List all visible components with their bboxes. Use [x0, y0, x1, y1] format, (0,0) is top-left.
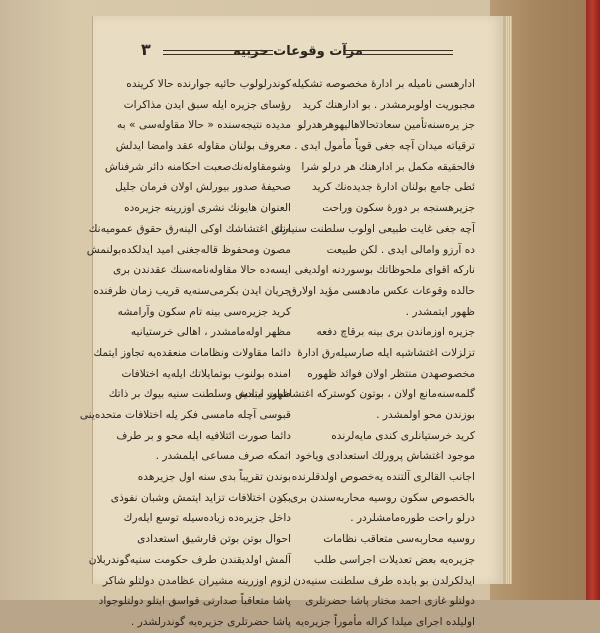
text-line: درلو راحت طوره‌مامشلردر .: [350, 512, 475, 525]
text-line: اجانب القالرى آلتنده يەخصوص اولدقلرنده: [291, 471, 475, 484]
text-line: امنده بولنوب بوتمايلاتك ايله‌يه اختلافات: [121, 367, 291, 380]
text-line: داخل جزيره‌ده زياده‌سيله توسع ايلەرك: [123, 512, 291, 525]
text-line: ظهور ايتمشدر .: [405, 305, 475, 318]
text-line: جزیرەیه بعض تعدیلات اجراسی طلب: [313, 553, 475, 566]
text-line: ارتق اغتشاشك اوكى الينه‌رق حقوق عموميه‌نك: [88, 222, 291, 235]
text-line: بالخصوص سكون روسيه محاربه‌سندن بری بر: [277, 491, 475, 504]
right-text-column: [238, 74, 475, 628]
text-line: دائما مقاولات ونظامات منعقده‌يه تجاوز ايتمك: [93, 346, 291, 359]
text-line: صحيفۀ صدور بيورلش اولان فرمان جليل: [115, 181, 291, 194]
text-line: بوزندن محو اولمشدر .: [376, 409, 475, 421]
book-page: [79, 16, 503, 628]
running-header: [133, 40, 463, 62]
text-line: پاشا متعاقباً صدارتى قواسق ايتلو دولتلوجواد: [98, 595, 291, 608]
text-line: مجبوریت اولوبرمشدر . بو ادارهنك كريد: [302, 98, 475, 111]
text-line: قبوسى آچله مامسى فكر يله اختلافات متحده‌ينى: [79, 409, 291, 421]
text-line: ناركه اقواى ملحوظاتك بوسوردنه اولديغى: [294, 264, 475, 277]
left-text-column: [79, 74, 291, 628]
stacked-page-edges: [502, 16, 512, 584]
text-line: ئطى جامع بولنان ادارۀ جديدەنك كريد: [312, 181, 475, 194]
text-line: جز یرەسنەتأمین سعادتحالاهالیهوهرهدرلو: [297, 119, 475, 132]
text-line: حالده وقوعات عكس مادهسى مؤيد اولارق: [288, 284, 475, 297]
text-line: العنوان هايونك نشرى اوزرينه جزيره‌ده: [124, 202, 291, 215]
text-line: فالحقیقه مکمل بر ادارهنك هر درلو شرا: [301, 160, 475, 173]
text-line: دولتلو غازى احمد مختار پاشا حضرتلرى: [305, 595, 475, 608]
text-line: اتمكه صرف مساعى ايلمشدر .: [155, 450, 291, 463]
page-number: ٣: [141, 40, 151, 59]
text-line: جزيرهسنجه بر دورۀ سكون وراحت: [322, 202, 475, 215]
text-line: پاشا حضرتلرى جزیرەیه گوندرلشدر .: [130, 615, 291, 628]
header-ornament-right: [343, 50, 453, 55]
text-line: كوندرلولوب حائیه جوارنده حالا كرينده: [126, 78, 291, 90]
red-page-edge: [586, 0, 600, 600]
text-line: معروف بولنان مقاوله عقد وامضا ایدلش: [115, 140, 291, 153]
text-line: وشومقاولەنك‌صعبت احكامنه دائر شرفناش: [104, 160, 291, 173]
text-line: روسيه محاربه‌سى متعاقب نظامات: [323, 533, 475, 546]
text-line: كريد جزيرەسى بينه تام سكون وآرامشه: [117, 305, 291, 318]
text-line: لزوم اوزرينه مشيران عظامدن دولتلو شاكر: [102, 574, 291, 587]
text-line: مديده نتیجه‌سنده « حالا مقاولە‌سى » بە: [117, 119, 291, 132]
text-line: ده آرزو وامالی ایدی . لکن طبیعت: [326, 243, 475, 256]
text-line: اوليلده اجراى ميلدا كراله مأموراً جزيره‌يه: [295, 615, 475, 628]
text-line: موجود اغتشاش پرورلك استعدادى وياخود: [295, 450, 475, 463]
text-columns: [79, 74, 475, 628]
text-line: جريان ايدن بكرمى‌سنه‌يه قريب زمان ظرفنده: [93, 284, 291, 297]
text-line: ادارهسی نامیله بر ادارۀ مخصوصه تشکیله: [291, 78, 475, 90]
text-line: دائما صورت ائتلافيه ايله محو و بر طرف: [116, 429, 291, 442]
text-line: كريد خرستيانلرى كندى مايەلرنده: [331, 429, 475, 442]
text-line: آچه جغى غايت طبيعى اولوب سلطنت سنيەنك: [274, 222, 475, 235]
text-line: مظهر اوله‌مامشدر ، اهالى خرستيانيه: [130, 326, 291, 339]
text-line: مخصوصهدن منتظر اولان فوائد ظهوره: [307, 367, 475, 380]
text-line: جزيره اوزماندن برى بينه برقاچ دفعه: [316, 326, 475, 339]
text-line: ايدلكرلدن بو بابده طرف سلطنت سنيه‌دن: [293, 574, 475, 587]
text-line: آلمش اولديقندن طرف حكومت سنيه‌گوندربلان: [88, 553, 291, 566]
text-line: رؤساى جزيره ايله سبق ايدن مذاكرات: [123, 98, 291, 111]
text-line: گلمه‌سنه‌مانع اولان ، بوتون كوستركه اغتشاشات مبادیه: [238, 388, 475, 401]
header-title: مرآت وقوعات حربيه: [233, 43, 363, 59]
text-line: تزلزلات اغتشاشيه ايله صارسيلەرق ادارۀ: [297, 346, 475, 359]
text-line: ترقیاته میدان آچه جغی قویاً مأمول ایدی .: [294, 140, 475, 153]
text-line: مصون ومحفوظ قاله‌جغنی امید ایدلکده‌بولنمش: [86, 243, 291, 256]
text-line: احوال بوتن بوتن قارشيق استعدادى: [137, 533, 291, 546]
text-line: ايسه‌ده حالا مقاوله‌نامه‌سنك عقدندن برى: [112, 264, 291, 277]
text-line: ظهور ايتمش وسلطنت سنيه بيوك بر ذاتك: [108, 388, 291, 401]
text-line: بوندن تقريباً بدى سنه اول جزیرهده: [137, 471, 291, 484]
text-line: بكدن اختلافات تزايد ايتمش وشبان نفوذى: [110, 491, 291, 504]
header-ornament-left: [163, 50, 273, 55]
